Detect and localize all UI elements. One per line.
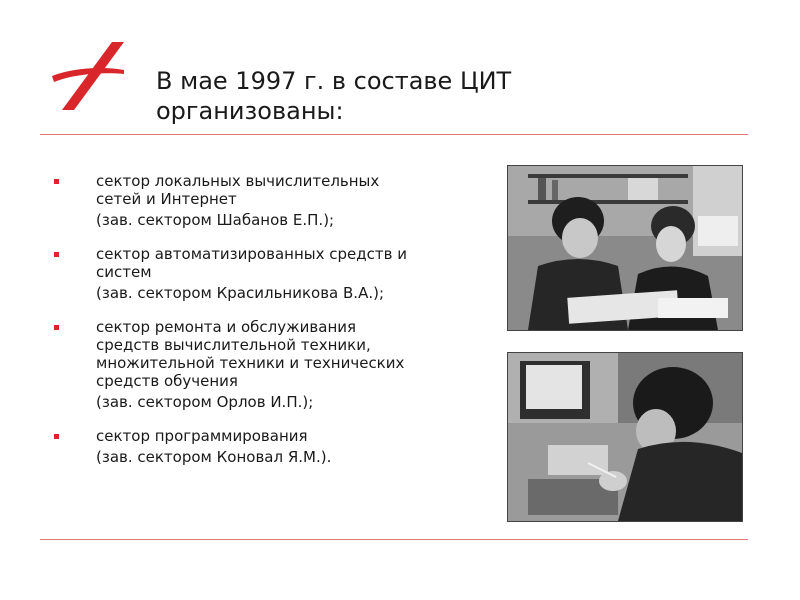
bullet-icon [54,252,59,257]
photo-man-soldering-near-monitor [507,352,743,522]
title-line-1: В мае 1997 г. в составе ЦИТ [156,67,512,95]
item-text-line: сетей и Интернет [96,190,237,208]
list-item [54,318,494,411]
item-text-line: систем [96,263,152,281]
item-text-line: сектор автоматизированных средств и [96,245,407,263]
bullet-icon [54,179,59,184]
title-line-2: организованы: [156,97,344,125]
list-item [54,427,494,466]
item-text-line: средств вычислительной техники, [96,336,371,354]
item-text-line: множительной техники и технических [96,354,405,372]
sector-list [54,172,494,482]
top-divider [40,134,748,135]
item-text-line: средств обучения [96,372,238,390]
list-item [54,172,494,229]
item-text-line: сектор локальных вычислительных [96,172,380,190]
item-text-line: сектор ремонта и обслуживания [96,318,357,336]
logo-icon [52,42,124,110]
bullet-icon [54,434,59,439]
bullet-icon [54,325,59,330]
item-head: (зав. сектором Шабанов Е.П.); [96,211,335,229]
item-head: (зав. сектором Орлов И.П.); [96,393,314,411]
item-text-line: сектор программирования [96,427,308,445]
bottom-divider [40,539,748,540]
page-title [156,66,716,126]
photo-two-people-at-desk [507,165,743,331]
list-item [54,245,494,302]
item-head: (зав. сектором Коновал Я.М.). [96,448,332,466]
item-head: (зав. сектором Красильникова В.А.); [96,284,385,302]
